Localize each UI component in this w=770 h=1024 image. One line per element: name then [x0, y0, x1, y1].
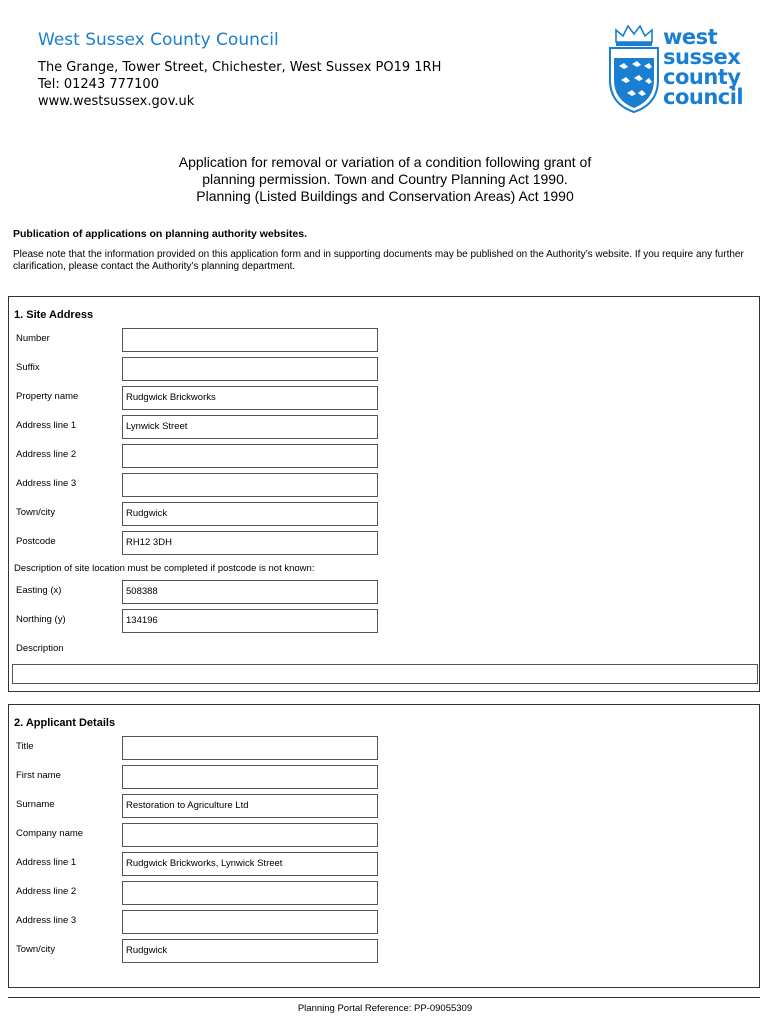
site-address-line-3-input[interactable]: [122, 473, 378, 497]
applicant-address-line-2-input[interactable]: [122, 881, 378, 905]
field-label: Description: [16, 643, 64, 654]
field-label: First name: [16, 770, 61, 781]
site-address-section: [8, 296, 760, 692]
logo-line-sussex: sussex: [663, 45, 741, 69]
council-name: West Sussex County Council: [38, 30, 279, 50]
council-crest-icon: [608, 24, 660, 114]
council-website: www.westsussex.gov.uk: [38, 94, 195, 109]
publication-notice: Please note that the information provided on this application form and in supporting documents may be published on the Authority’s website. If you require any further clarification, please contact the Authority’s planning department.: [13, 249, 744, 272]
form-title: [0, 154, 770, 205]
site-number-input[interactable]: [122, 328, 378, 352]
field-label: Number: [16, 333, 50, 344]
field-label: Property name: [16, 391, 79, 402]
applicant-details-section: [8, 704, 760, 988]
easting-input[interactable]: 508388: [122, 580, 378, 604]
applicant-address-line-3-input[interactable]: [122, 910, 378, 934]
northing-input[interactable]: 134196: [122, 609, 378, 633]
logo-line-west: west: [663, 25, 718, 49]
applicant-surname-input[interactable]: Restoration to Agriculture Ltd: [122, 794, 378, 818]
field-label: Address line 1: [16, 420, 77, 431]
applicant-first-name-input[interactable]: [122, 765, 378, 789]
site-town-input[interactable]: Rudgwick: [122, 502, 378, 526]
field-label: Town/city: [16, 944, 56, 955]
council-logo: [608, 24, 758, 116]
field-label: Title: [16, 741, 34, 752]
planning-portal-reference: Planning Portal Reference: PP-09055309: [297, 1003, 473, 1014]
footer-divider: [8, 997, 760, 998]
field-label: Easting (x): [16, 585, 62, 596]
logo-line-council: council: [663, 85, 744, 109]
publication-heading: Publication of applications on planning authority websites.: [13, 228, 308, 240]
form-title-line: Planning (Listed Buildings and Conservation Areas) Act 1990: [196, 188, 574, 204]
site-suffix-input[interactable]: [122, 357, 378, 381]
field-label: Northing (y): [16, 614, 66, 625]
applicant-company-name-input[interactable]: [122, 823, 378, 847]
section-title: 1. Site Address: [14, 309, 94, 321]
applicant-address-line-1-input[interactable]: Rudgwick Brickworks, Lynwick Street: [122, 852, 378, 876]
field-label: Address line 2: [16, 886, 77, 897]
logo-line-county: county: [663, 65, 741, 89]
site-property-name-input[interactable]: Rudgwick Brickworks: [122, 386, 378, 410]
field-label: Town/city: [16, 507, 56, 518]
site-address-line-2-input[interactable]: [122, 444, 378, 468]
council-address: The Grange, Tower Street, Chichester, West Sussex PO19 1RH: [38, 60, 442, 75]
field-label: Address line 3: [16, 478, 77, 489]
field-label: Address line 3: [16, 915, 77, 926]
site-location-note: Description of site location must be completed if postcode is not known:: [14, 563, 315, 574]
field-label: Surname: [16, 799, 55, 810]
section-title: 2. Applicant Details: [14, 717, 116, 729]
site-postcode-input[interactable]: RH12 3DH: [122, 531, 378, 555]
field-label: Company name: [16, 828, 84, 839]
site-description-input[interactable]: [12, 664, 758, 684]
field-label: Address line 2: [16, 449, 77, 460]
site-address-line-1-input[interactable]: Lynwick Street: [122, 415, 378, 439]
council-logo-text: [663, 27, 743, 107]
council-telephone: Tel: 01243 777100: [38, 77, 159, 92]
field-label: Address line 1: [16, 857, 77, 868]
field-label: Suffix: [16, 362, 40, 373]
applicant-title-input[interactable]: [122, 736, 378, 760]
form-title-line: planning permission. Town and Country Planning Act 1990.: [202, 171, 568, 187]
form-title-line: Application for removal or variation of a condition following grant of: [178, 154, 592, 170]
applicant-town-input[interactable]: Rudgwick: [122, 939, 378, 963]
field-label: Postcode: [16, 536, 56, 547]
